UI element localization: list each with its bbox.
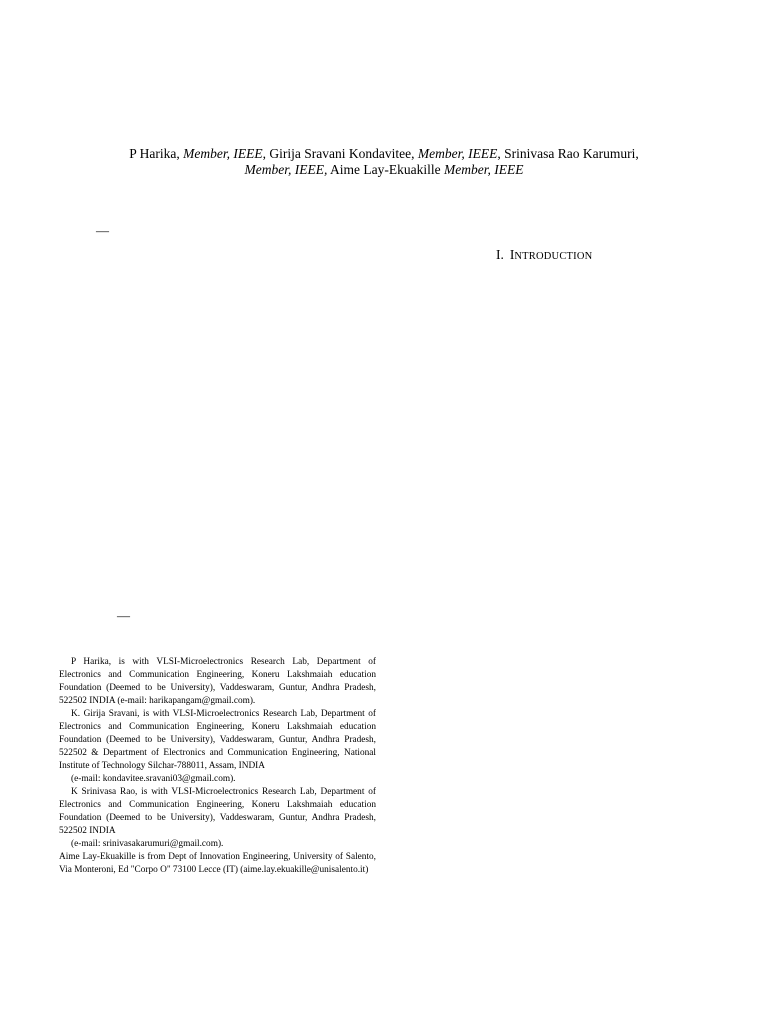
footnote-author-4: Aime Lay-Ekuakille is from Dept of Innovation Engineering, University of Salento, Via Monteroni, Ed "Corpo O" 73100 Lecce (IT) (aime.lay.ekuakille@unisalento.it) — [59, 852, 376, 875]
author-membership: Member, IEEE, — [244, 162, 328, 177]
section-heading-introduction — [496, 247, 592, 265]
author-name: P Harika, — [129, 146, 184, 161]
abstract-dash: — — [96, 223, 109, 238]
section-title-rest: NTRODUCTION — [514, 251, 593, 262]
index-terms-dash: — — [117, 608, 130, 623]
footnote-author-2-email: (e-mail: kondavitee.sravani03@gmail.com). — [71, 774, 236, 784]
footnote-author-1: P Harika, is with VLSI-Microelectronics Research Lab, Department of Electronics and Communication Engineering, Koneru Lakshmaiah education Foundation (Deemed to be University), Vaddeswaram, Guntur, Andhra Pradesh, 522502 INDIA (e-mail: harikapangam@gmail.com). — [59, 657, 376, 706]
author-membership: Member, IEEE — [183, 146, 263, 161]
section-number: I. — [496, 247, 504, 262]
footnote-author-2: K. Girija Sravani, is with VLSI-Microelectronics Research Lab, Department of Electronics and Communication Engineering, Koneru Lakshmaiah education Foundation (Deemed to be University), Vaddeswaram, Guntur, Andhra Pradesh, 522502 & Department of Electronics and Communication Engineering, National Institute of Technology Silchar-788011, Assam, INDIA — [59, 709, 376, 771]
author-list — [60, 146, 708, 178]
author-name: , Srinivasa Rao Karumuri, — [497, 146, 639, 161]
author-affiliation-footnotes — [59, 656, 376, 877]
footnote-author-3-email: (e-mail: srinivasakarumuri@gmail.com). — [71, 839, 224, 849]
author-name: Aime Lay-Ekuakille — [327, 162, 444, 177]
author-name: , Girija Sravani Kondavitee, — [262, 146, 418, 161]
section-title-initial: I — [509, 247, 515, 262]
author-membership: Member, IEEE — [443, 162, 524, 177]
author-membership: Member, IEEE — [417, 146, 498, 161]
footnote-author-3: K Srinivasa Rao, is with VLSI-Microelectronics Research Lab, Department of Electronics and Communication Engineering, Koneru Lakshmaiah education Foundation (Deemed to be University), Vaddeswaram, Guntur, Andhra Pradesh, 522502 INDIA — [59, 787, 376, 836]
